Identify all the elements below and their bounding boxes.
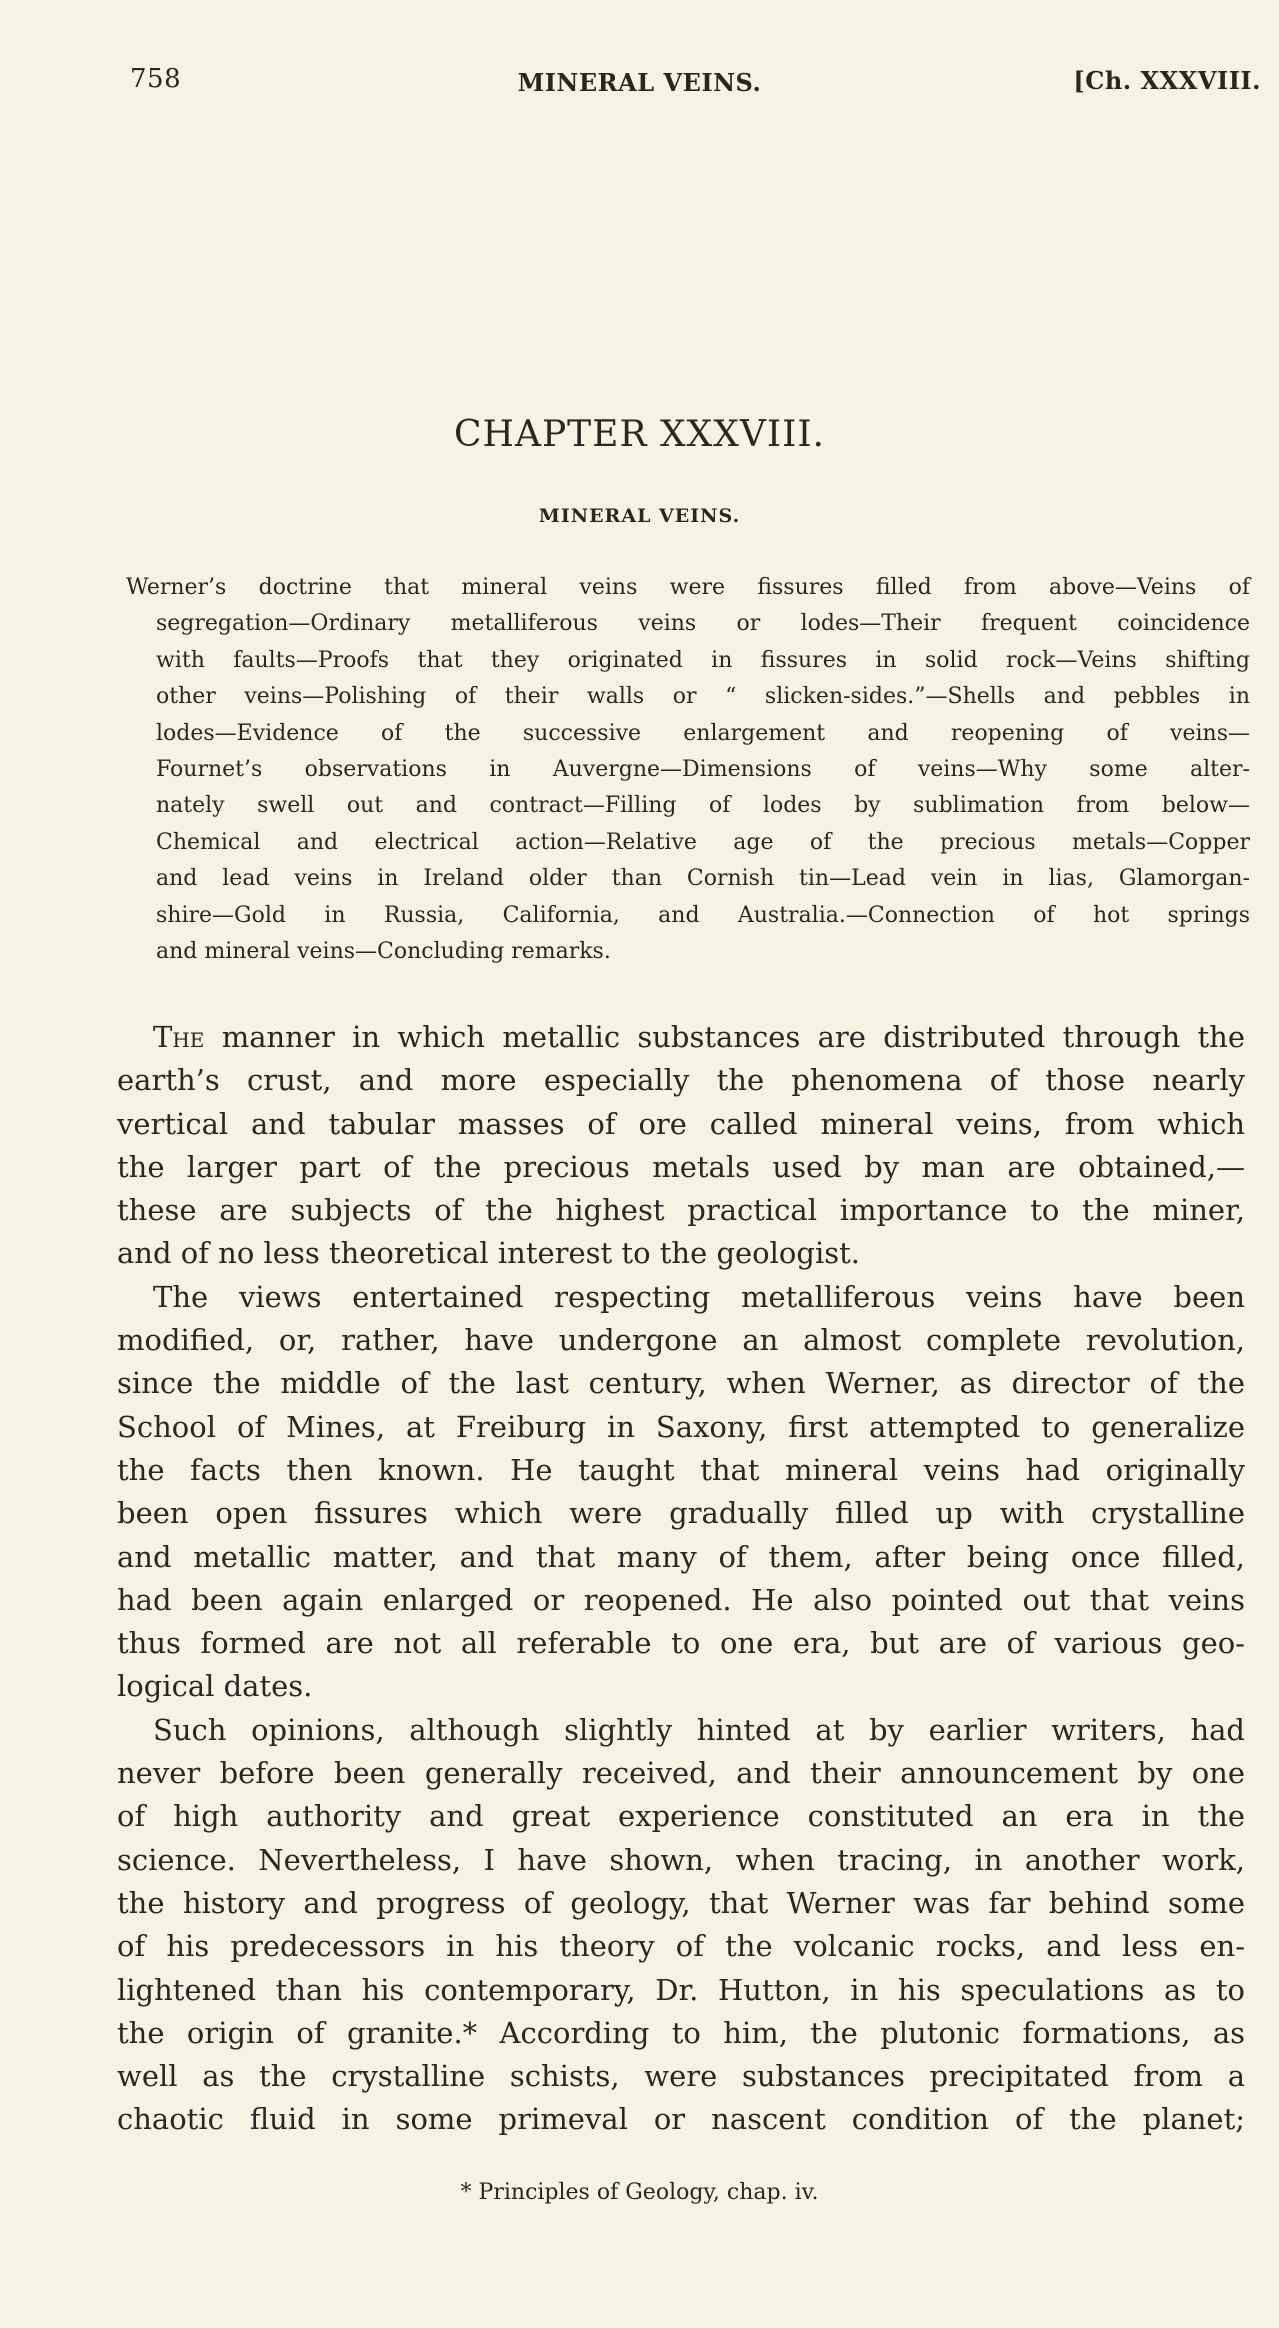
body-line: School of Mines, at Freiburg in Saxony, first attempted to generalize xyxy=(117,1409,1245,1444)
summary-line: lodes—Evidence of the successive enlargement and reopening of veins— xyxy=(156,720,1250,746)
body-line: had been again enlarged or reopened. He also pointed out that veins xyxy=(117,1582,1245,1617)
body-line: modified, or, rather, have undergone an almost complete revolution, xyxy=(117,1323,1245,1358)
summary-line: and mineral veins—Concluding remarks. xyxy=(156,939,611,965)
body-line: The views entertained respecting metalliferous veins have been xyxy=(153,1279,1245,1314)
body-line: these are subjects of the highest practical importance to the miner, xyxy=(117,1193,1245,1228)
body-line: the facts then known. He taught that mineral veins had originally xyxy=(117,1452,1245,1487)
chapter-title: CHAPTER XXXVIII. xyxy=(454,414,825,455)
body-line: the origin of granite.* According to him, the plutonic formations, as xyxy=(117,2015,1245,2050)
body-line: the history and progress of geology, that Werner was far behind some xyxy=(117,1885,1245,1920)
body-text xyxy=(117,1016,1245,2142)
summary-line: segregation—Ordinary metalliferous veins or lodes—Their frequent coincidence xyxy=(156,611,1250,637)
body-line: of high authority and great experience constituted an era in the xyxy=(117,1799,1245,1834)
summary-line: Fournet’s observations in Auvergne—Dimensions of veins—Why some alter- xyxy=(156,757,1250,783)
body-line: chaotic fluid in some primeval or nascent condition of the planet; xyxy=(117,2102,1245,2137)
page-number: 758 xyxy=(130,64,182,94)
body-line: been open fissures which were gradually filled up with crystalline xyxy=(117,1496,1245,1531)
chapter-summary xyxy=(126,570,1250,970)
body-line: Such opinions, although slightly hinted at by earlier writers, had xyxy=(153,1712,1245,1747)
body-line: never before been generally received, and their announcement by one xyxy=(117,1756,1245,1791)
chapter-subtitle: MINERAL VEINS. xyxy=(538,505,741,527)
body-line: science. Nevertheless, I have shown, when tracing, in another work, xyxy=(117,1842,1245,1877)
body-line: of his predecessors in his theory of the volcanic rocks, and less en- xyxy=(117,1929,1245,1964)
body-line: earth’s crust, and more especially the phenomena of those nearly xyxy=(117,1063,1245,1098)
body-line: and of no less theoretical interest to the geologist. xyxy=(117,1236,860,1271)
chapter-reference: [Ch. XXXVIII. xyxy=(1073,66,1261,95)
summary-line: with faults—Proofs that they originated in fissures in solid rock—Veins shifting xyxy=(156,647,1250,673)
running-title: MINERAL VEINS. xyxy=(517,68,762,97)
body-line: since the middle of the last century, when Werner, as director of the xyxy=(117,1366,1245,1401)
footnote: * Principles of Geology, chap. iv. xyxy=(460,2180,819,2205)
body-line: logical dates. xyxy=(117,1669,313,1704)
summary-line: Chemical and electrical action—Relative age of the precious metals—Copper xyxy=(156,829,1250,855)
summary-line: and lead veins in Ireland older than Cornish tin—Lead vein in lias, Glamorgan- xyxy=(156,866,1250,892)
summary-line: Werner’s doctrine that mineral veins were fissures filled from above—Veins of xyxy=(126,575,1250,600)
body-line: vertical and tabular masses of ore called mineral veins, from which xyxy=(117,1106,1245,1141)
summary-line: shire—Gold in Russia, California, and Australia.—Connection of hot springs xyxy=(156,902,1250,928)
drop-word: The xyxy=(153,1020,205,1054)
summary-line: other veins—Polishing of their walls or “ slicken-sides.”—Shells and pebbles in xyxy=(156,684,1250,710)
body-line: and metallic matter, and that many of them, after being once filled, xyxy=(117,1539,1245,1574)
summary-line: nately swell out and contract—Filling of lodes by sublimation from below— xyxy=(156,793,1250,819)
body-line: the larger part of the precious metals used by man are obtained,— xyxy=(117,1149,1245,1184)
body-line: well as the crystalline schists, were substances precipitated from a xyxy=(117,2059,1245,2094)
body-line: thus formed are not all referable to one era, but are of various geo- xyxy=(117,1626,1245,1661)
body-line: lightened than his contemporary, Dr. Hutton, in his speculations as to xyxy=(117,1972,1245,2007)
body-line: The manner in which metallic substances are distributed through the xyxy=(153,1020,1245,1054)
